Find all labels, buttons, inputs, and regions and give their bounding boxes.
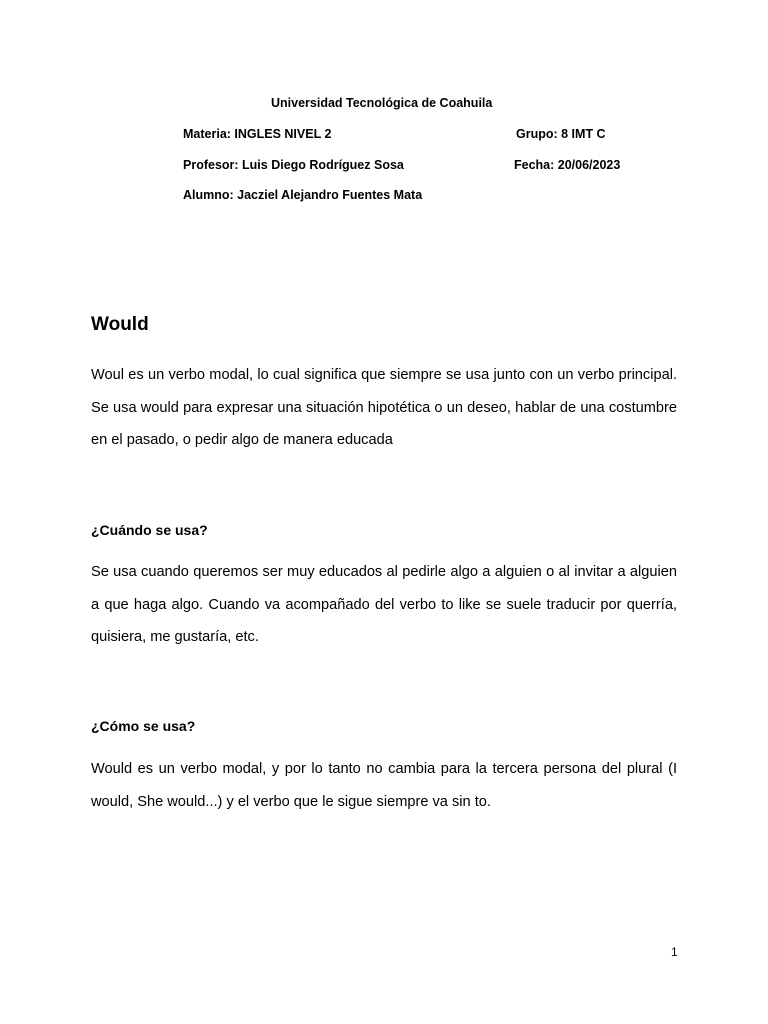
date-line: Fecha: 20/06/2023 <box>514 158 621 172</box>
section-heading-how: ¿Cómo se usa? <box>91 718 196 734</box>
group-line: Grupo: 8 IMT C <box>516 127 606 141</box>
document-title: Would <box>91 314 149 335</box>
subject-line: Materia: INGLES NIVEL 2 <box>183 127 332 141</box>
intro-paragraph: Woul es un verbo modal, lo cual significa que siempre se usa junto con un verbo principal. Se usa would para expresar una situación hipotética o un deseo, hablar de una costumbre en el pasado, o pedir algo de manera educada <box>91 367 677 448</box>
section-body-when: Se usa cuando queremos ser muy educados al pedirle algo a alguien o al invitar a alguien a que haga algo. Cuando va acompañado del verbo to like se suele traducir por querría, quisiera, me gustaría, etc. <box>91 564 677 645</box>
section-heading-when: ¿Cuándo se usa? <box>91 522 208 538</box>
university-name: Universidad Tecnológica de Coahuila <box>271 96 493 110</box>
professor-line: Profesor: Luis Diego Rodríguez Sosa <box>183 158 404 172</box>
section-body-how: Would es un verbo modal, y por lo tanto no cambia para la tercera persona del plural (I would, She would...) y el verbo que le sigue siempre va sin to. <box>91 761 677 810</box>
student-line: Alumno: Jacziel Alejandro Fuentes Mata <box>183 188 423 202</box>
page-number: 1 <box>671 945 678 959</box>
